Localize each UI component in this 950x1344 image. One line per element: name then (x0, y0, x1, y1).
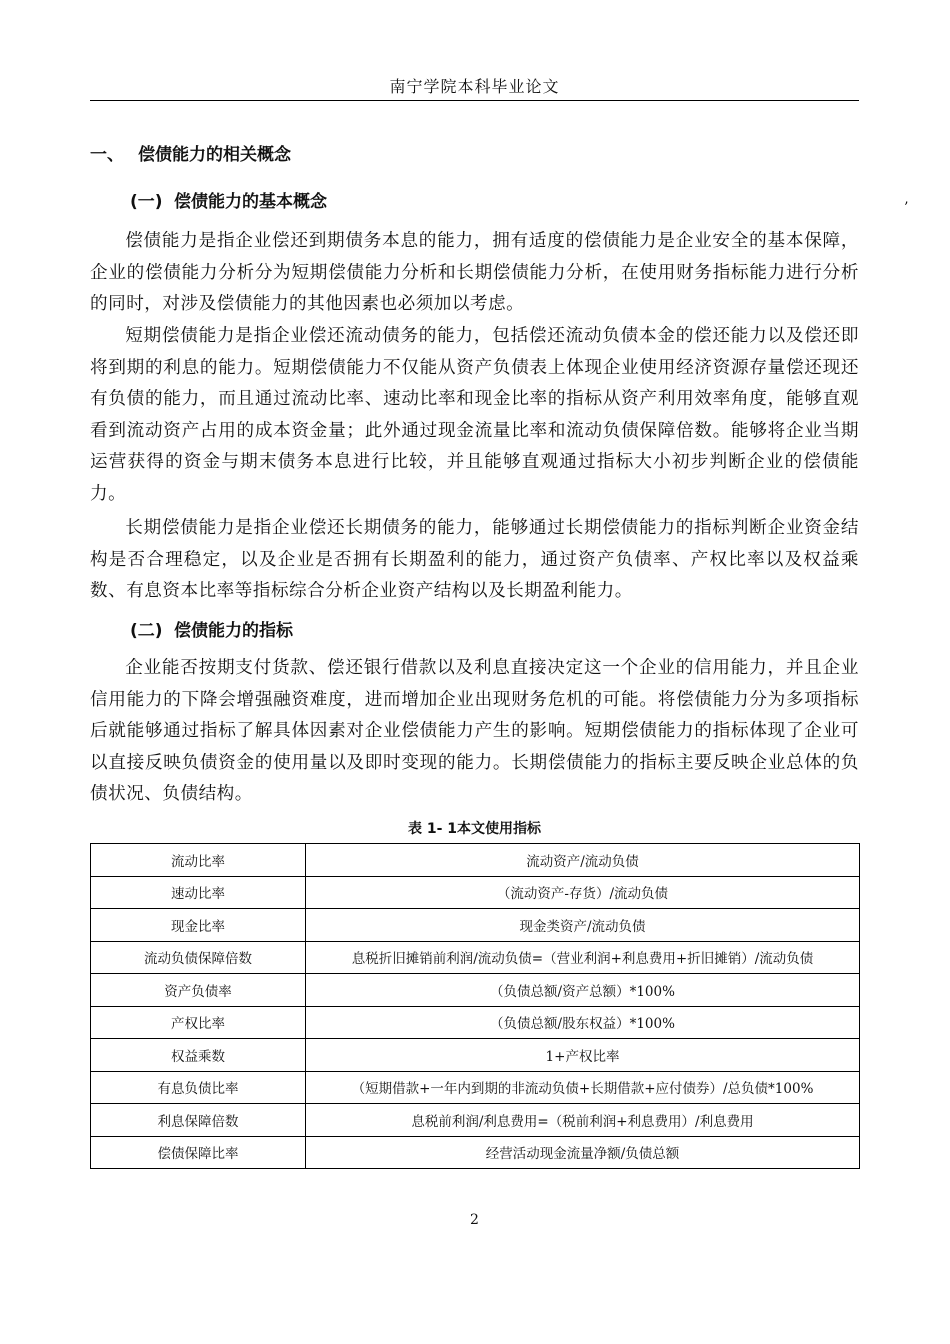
paragraph-3: 长期偿债能力是指企业偿还长期债务的能力，能够通过长期偿债能力的指标判断企业资金结构是否合理稳定，以及企业是否拥有长期盈利的能力，通过资产负债率、产权比率以及权益乘数、有息资本比率等指标综合分析企业资产结构以及长期盈利能力。 (90, 518, 859, 601)
metric-name: 有息负债比率 (91, 1071, 306, 1104)
table-row (91, 1006, 860, 1039)
section-heading (90, 140, 291, 165)
metrics-table (90, 843, 860, 1169)
subsection-title: 偿债能力的指标 (174, 621, 293, 641)
subsection-heading-1 (130, 187, 327, 212)
metric-name: 资产负债率 (91, 974, 306, 1007)
metric-name: 产权比率 (91, 1006, 306, 1039)
subsection-number: (一) (130, 192, 163, 212)
table-row (91, 844, 860, 877)
metric-name: 利息保障倍数 (91, 1104, 306, 1137)
subsection-heading-2 (130, 616, 293, 641)
metric-formula: 息税前利润/利息费用=（税前利润+利息费用）/利息费用 (306, 1104, 860, 1137)
metric-formula: 经营活动现金流量净额/负债总额 (306, 1136, 860, 1169)
metric-formula: （负债总额/股东权益）*100% (306, 1006, 860, 1039)
metric-formula: （流动资产-存货）/流动负债 (306, 876, 860, 909)
subsection-number: (二) (130, 621, 163, 641)
metric-name: 速动比率 (91, 876, 306, 909)
paragraph-4: 企业能否按期支付货款、偿还银行借款以及利息直接决定这一个企业的信用能力，并且企业信用能力的下降会增强融资难度，进而增加企业出现财务危机的可能。将偿债能力分为多项指标后就能够通过指标了解具体因素对企业偿债能力产生的影响。短期偿债能力的指标体现了企业可以直接反映负债资金的使用量以及即时变现的能力。长期偿债能力的指标主要反映企业总体的负债状况、负债结构。 (90, 658, 859, 804)
paragraph-2: 短期偿债能力是指企业偿还流动债务的能力，包括偿还流动负债本金的偿还能力以及偿还即将到期的利息的能力。短期偿债能力不仅能从资产负债表上体现企业使用经济资源存量偿还现还有负债的能力，而且通过流动比率、速动比率和现金比率的指标从资产利用效率角度，能够直观看到流动资产占用的成本资金量；此外通过现金流量比率和流动负债保障倍数。能够将企业当期运营获得的资金与期末债务本息进行比较，并且能够直观通过指标大小初步判断企业的偿债能力。 (90, 326, 859, 504)
metric-formula: 现金类资产/流动负债 (306, 909, 860, 942)
table-row (91, 974, 860, 1007)
stray-mark: ’ (904, 200, 909, 216)
table-row (91, 909, 860, 942)
metric-name: 现金比率 (91, 909, 306, 942)
metric-formula: （负债总额/资产总额）*100% (306, 974, 860, 1007)
metric-formula: （短期借款+一年内到期的非流动负债+长期借款+应付债券）/总负债*100% (306, 1071, 860, 1104)
metric-name: 流动比率 (91, 844, 306, 877)
section-title: 偿债能力的相关概念 (138, 145, 291, 165)
table-row (91, 1039, 860, 1072)
page-header: 南宁学院本科毕业论文 (389, 77, 560, 96)
subsection-title: 偿债能力的基本概念 (174, 192, 327, 212)
page-number: 2 (470, 1212, 479, 1228)
table-caption: 表 1- 1本文使用指标 (407, 821, 542, 837)
metric-name: 权益乘数 (91, 1039, 306, 1072)
table-row (91, 941, 860, 974)
metric-name: 偿债保障比率 (91, 1136, 306, 1169)
table-row (91, 1136, 860, 1169)
metric-formula: 1+产权比率 (306, 1039, 860, 1072)
metric-formula: 流动资产/流动负债 (306, 844, 860, 877)
table-row (91, 1104, 860, 1137)
section-number: 一、 (90, 145, 124, 165)
table-row (91, 1071, 860, 1104)
metric-formula: 息税折旧摊销前利润/流动负债=（营业利润+利息费用+折旧摊销）/流动负债 (306, 941, 860, 974)
table-row (91, 876, 860, 909)
header-rule (90, 100, 859, 101)
metric-name: 流动负债保障倍数 (91, 941, 306, 974)
paragraph-1: 偿债能力是指企业偿还到期债务本息的能力，拥有适度的偿债能力是企业安全的基本保障，企业的偿债能力分析分为短期偿债能力分析和长期偿债能力分析，在使用财务指标能力进行分析的同时，对涉及偿债能力的其他因素也必须加以考虑。 (90, 231, 859, 314)
